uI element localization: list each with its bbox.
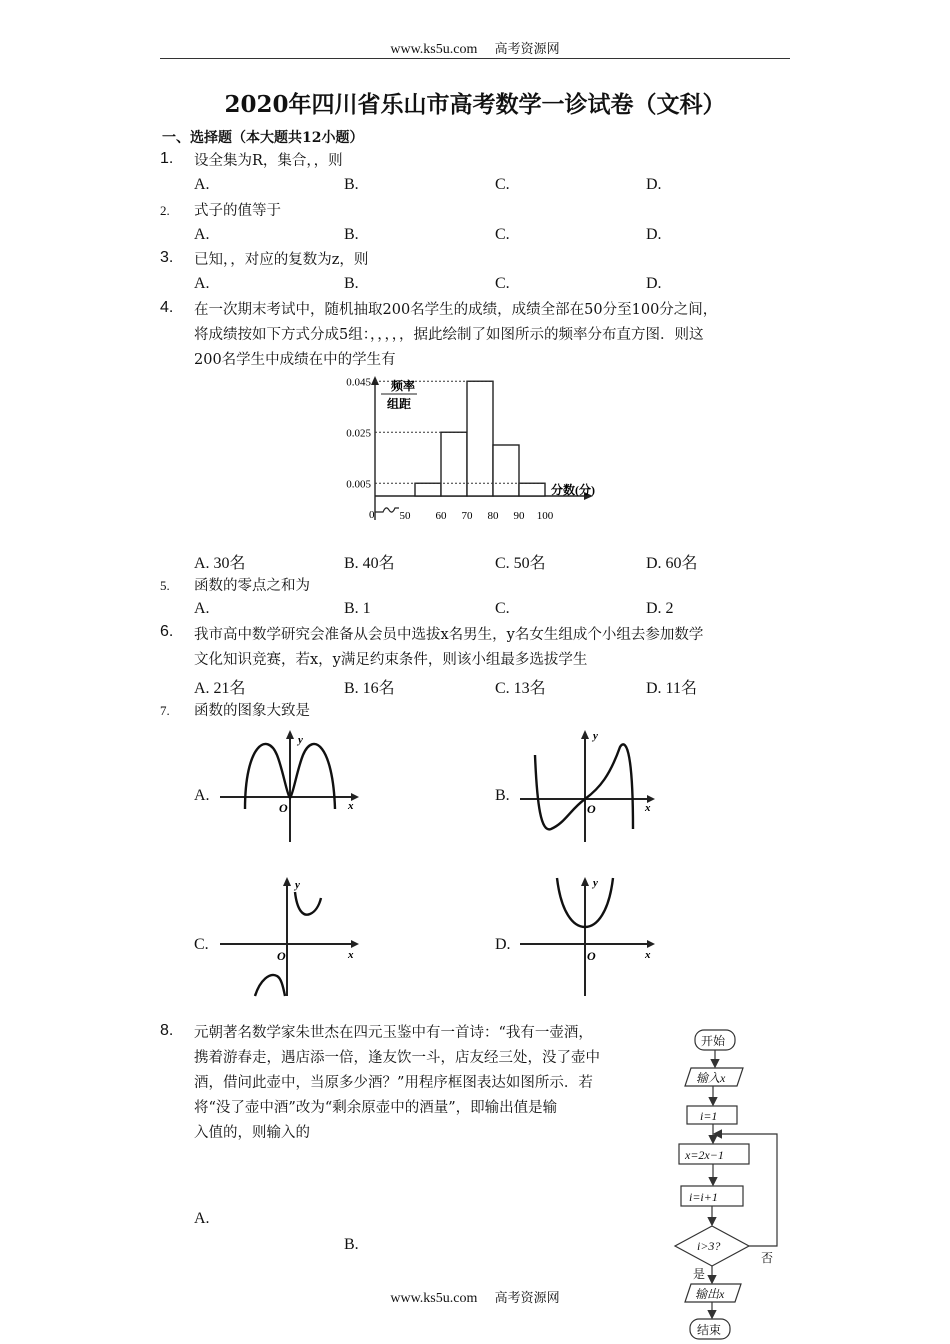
- q2-option-d[interactable]: D.: [646, 226, 662, 243]
- svg-text:y: y: [295, 879, 300, 891]
- q1-option-a[interactable]: A.: [194, 176, 210, 193]
- q7-option-b[interactable]: B.: [495, 787, 510, 804]
- q5-option-c[interactable]: C.: [495, 600, 510, 617]
- q4-line-1: 在一次期末考试中，随机抽取200名学生的成绩，成绩全部在50分至100分之间，: [194, 302, 718, 318]
- flow-update-x-text: x=2x−1: [685, 1148, 724, 1162]
- q7-text: 函数的图象大致是: [194, 703, 310, 719]
- q4-option-c[interactable]: C. 50名: [495, 555, 546, 572]
- svg-text:y: y: [593, 730, 598, 742]
- q5-number: 5.: [160, 578, 170, 593]
- frequency-histogram: [335, 372, 625, 532]
- q6-line-1: 我市高中数学研究会准备从会员中选拔x名男生，y名女生组成个小组去参加数学: [194, 627, 704, 643]
- hist-origin: 0: [369, 509, 375, 521]
- q4-option-b[interactable]: B. 40名: [344, 555, 395, 572]
- svg-text:O: O: [587, 949, 596, 963]
- q8-number: 8.: [160, 1022, 174, 1039]
- flow-yes-label: 是: [693, 1267, 706, 1281]
- flow-input-text: 输入x: [696, 1071, 726, 1085]
- hist-x-tick-6: 100: [536, 510, 554, 522]
- svg-text:x: x: [348, 800, 354, 812]
- q3-option-d[interactable]: D.: [646, 275, 662, 292]
- flow-output-text: 输出x: [695, 1287, 725, 1301]
- hist-x-tick-1: 50: [399, 510, 411, 522]
- page-title: 2020年四川省乐山市高考数学一诊试卷（文科）: [224, 91, 726, 118]
- q3-number: 3.: [160, 249, 174, 266]
- page-footer: [0, 1287, 950, 1307]
- q6-number: 6.: [160, 623, 174, 640]
- q8-line-4: 将“没了壶中酒”改为“剩余原壶中的酒量”，即输出值是输: [194, 1100, 558, 1116]
- q8-option-b[interactable]: B.: [344, 1236, 359, 1253]
- hist-y-tick-1: 0.005: [346, 478, 371, 491]
- q1-option-d[interactable]: D.: [646, 176, 662, 193]
- hist-y-arrow: [371, 376, 379, 385]
- hist-x-tick-3: 70: [461, 510, 473, 522]
- hist-bar-2: [441, 432, 467, 496]
- header-site[interactable]: www.ks5u.com: [390, 42, 478, 57]
- hist-x-tick-4: 80: [487, 510, 499, 522]
- q6-line-2: 文化知识竞赛，若x，y满足约束条件，则该小组最多选拔学生: [194, 652, 588, 668]
- flow-start-text: 开始: [701, 1034, 726, 1048]
- q5-text: 函数的零点之和为: [194, 578, 310, 594]
- svg-text:O: O: [279, 801, 288, 815]
- q4-line-3: 200名学生中成绩在中的学生有: [194, 352, 396, 368]
- q3-option-c[interactable]: C.: [495, 275, 510, 292]
- q8-line-3: 酒，借问此壶中，当原多少酒？”用程序框图表达如图所示．若: [194, 1075, 593, 1091]
- q7-graph-c: [215, 872, 365, 998]
- svg-text:O: O: [277, 949, 286, 963]
- q4-option-a[interactable]: A. 30名: [194, 555, 246, 572]
- q8-option-a[interactable]: A.: [194, 1210, 210, 1227]
- hist-ylabel-top: 频率: [391, 379, 416, 393]
- svg-text:y: y: [298, 734, 303, 746]
- q4-line-2: 将成绩按如下方式分成5组：，，，，，据此绘制了如图所示的频率分布直方图．则这: [194, 327, 704, 343]
- q1-text: 设全集为R，集合，，则: [194, 153, 343, 169]
- footer-label: 高考资源网: [494, 1290, 560, 1305]
- q2-option-a[interactable]: A.: [194, 226, 210, 243]
- q4-number: 4.: [160, 299, 174, 316]
- flow-init-text: i=1: [700, 1109, 718, 1123]
- q3-option-b[interactable]: B.: [344, 275, 359, 292]
- flow-end-text: 结束: [697, 1323, 722, 1337]
- q4-option-d[interactable]: D. 60名: [646, 555, 698, 572]
- flow-no-label: 否: [761, 1251, 774, 1265]
- svg-text:O: O: [587, 802, 596, 816]
- hist-x-tick-2: 60: [435, 510, 447, 522]
- q1-option-c[interactable]: C.: [495, 176, 510, 193]
- q6-option-b[interactable]: B. 16名: [344, 680, 395, 697]
- q7-option-c[interactable]: C.: [194, 936, 209, 953]
- q2-number: 2.: [160, 203, 170, 218]
- hist-y-tick-2: 0.025: [346, 427, 371, 440]
- q5-option-b[interactable]: B. 1: [344, 600, 371, 617]
- q6-option-a[interactable]: A. 21名: [194, 680, 246, 697]
- q1-number: 1.: [160, 150, 174, 167]
- q7-option-a[interactable]: A.: [194, 787, 210, 804]
- hist-bar-5: [519, 483, 545, 496]
- hist-x-tick-5: 90: [513, 510, 525, 522]
- hist-xlabel: 分数(分): [551, 483, 595, 497]
- q8-line-5: 入值的，则输入的: [194, 1125, 310, 1141]
- header-divider: [160, 58, 790, 59]
- hist-bar-3: [467, 381, 493, 496]
- q8-line-1: 元朝著名数学家朱世杰在四元玉鉴中有一首诗：“我有一壶酒，: [194, 1025, 593, 1041]
- flow-increment-text: i=i+1: [689, 1190, 718, 1204]
- q7-number: 7.: [160, 703, 170, 718]
- flow-condition-text: i>3?: [697, 1239, 721, 1253]
- page-header: [0, 38, 950, 58]
- section-heading: 一、选择题（本大题共12小题）: [162, 130, 364, 146]
- svg-text:x: x: [645, 949, 651, 961]
- q6-option-d[interactable]: D. 11名: [646, 680, 697, 697]
- hist-bar-4: [493, 445, 519, 496]
- svg-text:x: x: [645, 802, 651, 814]
- q7-graph-d: [515, 872, 665, 998]
- hist-bar-1: [415, 483, 441, 496]
- svg-text:y: y: [593, 877, 598, 889]
- footer-site[interactable]: www.ks5u.com: [390, 1291, 478, 1306]
- hist-ylabel-bottom: 组距: [387, 397, 412, 411]
- q2-option-b[interactable]: B.: [344, 226, 359, 243]
- hist-axis-break: [375, 508, 399, 512]
- q7-graph-b: [515, 725, 665, 845]
- q7-option-d[interactable]: D.: [495, 936, 511, 953]
- q3-option-a[interactable]: A.: [194, 275, 210, 292]
- q8-line-2: 携着游春走，遇店添一倍，逢友饮一斗，店友经三处，没了壶中: [194, 1050, 600, 1066]
- q6-option-c[interactable]: C. 13名: [495, 680, 546, 697]
- hist-y-tick-3: 0.045: [346, 376, 371, 389]
- q2-text: 式子的值等于: [194, 203, 281, 219]
- header-label: 高考资源网: [494, 41, 560, 56]
- svg-text:x: x: [348, 949, 354, 961]
- q5-option-a[interactable]: A.: [194, 600, 210, 617]
- q5-option-d[interactable]: D. 2: [646, 600, 674, 617]
- q1-option-b[interactable]: B.: [344, 176, 359, 193]
- q7-graph-a: [215, 725, 365, 845]
- q3-text: 已知，，对应的复数为z，则: [194, 252, 369, 268]
- q2-option-c[interactable]: C.: [495, 226, 510, 243]
